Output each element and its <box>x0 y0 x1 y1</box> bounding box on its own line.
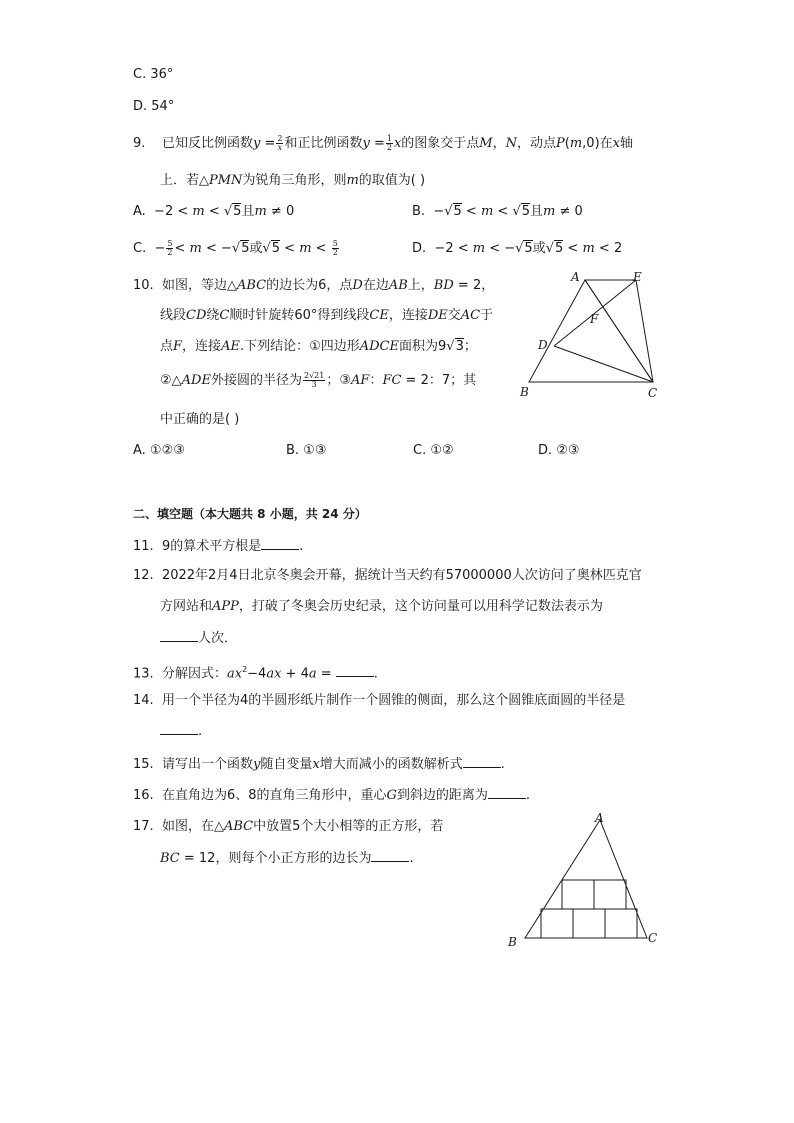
q9-number: 9. <box>133 136 146 151</box>
q14-line1: 14. 用一个半径为4的半圆形纸片制作一个圆锥的侧面，那么这个圆锥底面圆的半径是 <box>133 693 626 708</box>
answer-blank <box>336 664 374 677</box>
q9-line1: 9. 已知反比例函数y = $\frac{2}{x}$ 和正比例函数y = $\frac{1}{2}$ x的图象交于点M，N，动点P(m,0)在x轴 <box>133 134 634 152</box>
q8-option-c: C. 36° <box>133 67 174 82</box>
q10-option-a: A. ①②③ <box>133 443 185 458</box>
label-E: E <box>633 270 642 284</box>
q9-option-c: C. − $\frac{5}{2}$ < m < −√5或√5 < m < $\frac{5}{2}$ <box>133 239 338 257</box>
q10-option-d: D. ②③ <box>538 443 580 458</box>
q17-figure <box>504 808 664 950</box>
label-C: C <box>648 931 658 945</box>
answer-blank <box>463 755 501 768</box>
q10-line1: 10. 如图，等边△ABC的边长为6，点D在边AB上，BD = 2， <box>133 278 495 293</box>
q11: 11. 9的算术平方根是 . <box>133 539 304 554</box>
label-B: B <box>520 385 529 399</box>
q12-line3: 人次． <box>160 629 237 648</box>
q15: 15. 请写出一个函数y随自变量x增大而减小的函数解析式 . <box>133 757 505 772</box>
q12-line2: 方网站和APP，打破了冬奥会历史纪录，这个访问量可以用科学记数法表示为 <box>160 599 603 614</box>
label-F: F <box>590 312 599 326</box>
q10-option-b: B. ①③ <box>286 443 327 458</box>
section-title: 二、填空题（本大题共 8 小题，共 24 分） <box>133 507 367 521</box>
q9-option-d: D. −2 < m < −√5或√5 < m < 2 <box>412 241 623 256</box>
q16: 16. 在直角边为6、8的直角三角形中，重心G到斜边的距离为 . <box>133 788 531 803</box>
q14-line2: . <box>160 722 202 741</box>
q10-number: 10. <box>133 278 154 293</box>
label-A: A <box>595 811 604 825</box>
q10-line3: 点F，连接AE.下列结论：①四边形ADCE面积为9√3； <box>160 339 477 354</box>
q17-line1: 17. 如图，在△ABC中放置5个大小相等的正方形，若 <box>133 819 444 834</box>
answer-blank <box>160 629 198 642</box>
label-D: D <box>538 338 548 352</box>
label-B: B <box>508 935 517 949</box>
q12-line1: 12. 2022年2月4日北京冬奥会开幕，据统计当天约有57000000人次访问了奥林匹克官 <box>133 568 642 583</box>
q9-option-a: A. −2 < m < √5且m ≠ 0 <box>133 204 295 219</box>
q10-line5: 中正确的是( ) <box>160 412 240 427</box>
answer-blank <box>261 537 299 550</box>
label-A: A <box>571 270 580 284</box>
answer-blank <box>371 849 409 862</box>
label-C: C <box>648 386 658 400</box>
q13: 13. 分解因式：$ax^2-4ax + 4a$ = . <box>133 665 378 682</box>
q10-figure <box>510 266 670 402</box>
answer-blank <box>488 786 526 799</box>
answer-blank <box>160 722 198 735</box>
q10-option-c: C. ①② <box>413 443 454 458</box>
q17-line2: BC = 12，则每个小正方形的边长为 . <box>160 851 414 866</box>
q9-option-b: B. −√5 < m < √5且m ≠ 0 <box>412 204 583 219</box>
q10-line2: 线段CD绕C顺时针旋转60°得到线段CE，连接DE交AC于 <box>160 308 494 323</box>
q8-option-d: D. 54° <box>133 99 175 114</box>
q10-line4: ②△ADE外接圆的半径为 $\frac{2√21}{3}$ ；③AF：FC = 2：7；其 <box>160 371 477 389</box>
q9-line2: 上．若△PMN为锐角三角形，则m的取值为( ) <box>160 173 426 188</box>
